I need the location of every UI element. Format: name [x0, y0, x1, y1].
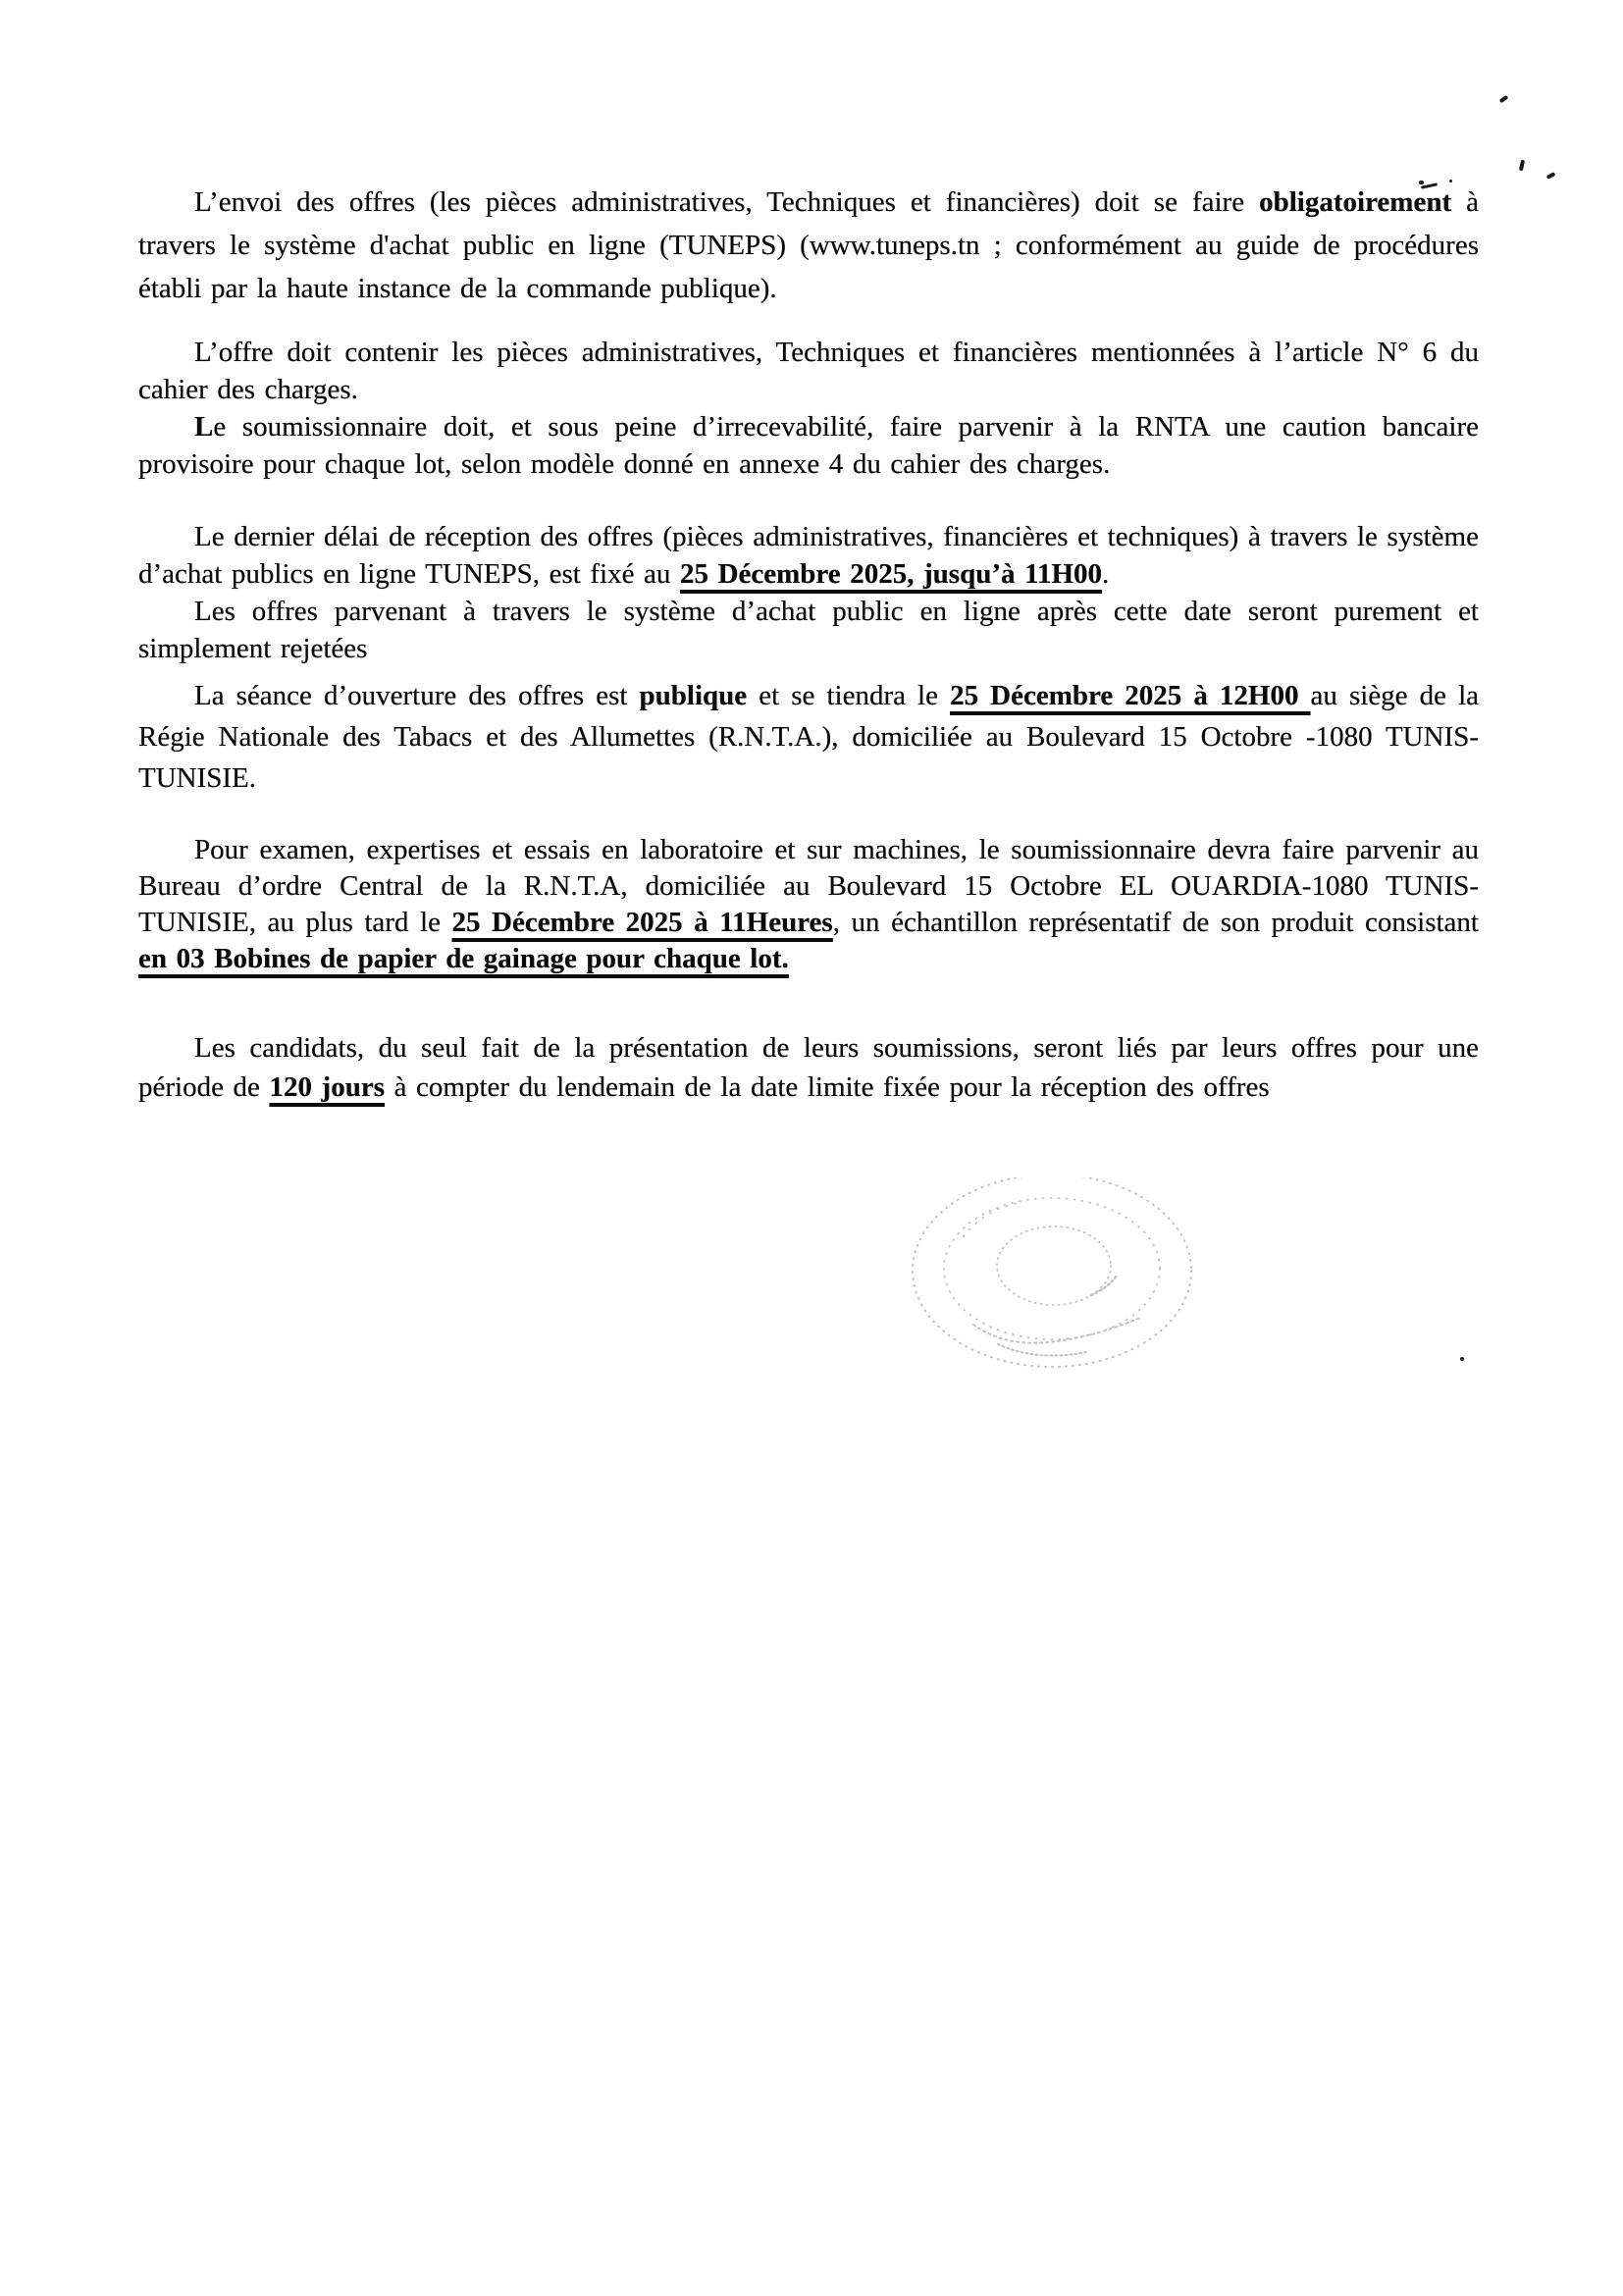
paragraph-contenu-offre — [138, 334, 1479, 408]
sample-deadline-date: 25 Décembre 2025 à 11Heures — [451, 907, 833, 938]
scan-speckle — [1460, 1357, 1464, 1361]
paragraph-offres-rejetees — [138, 593, 1479, 667]
text-run: . — [1102, 558, 1110, 590]
text-run: Pour examen, expertises et essais en laboratoire et sur machines, le soumissionnaire devra faire parvenir au Bureau d’ordre Central de la R.N.T.A, domiciliée au Boulevard 15 Octobre EL OUARDIA-1080 TUNIS-TUNISIE, au plus tard le — [138, 834, 1479, 938]
paragraph-envoi-offres — [138, 181, 1479, 310]
paragraph-seance-ouverture — [138, 675, 1479, 799]
paragraph-echantillon — [138, 832, 1479, 977]
circular-ink-stamp-icon — [905, 1177, 1199, 1403]
scan-speckle — [1499, 95, 1509, 103]
text-run: L’offre doit contenir les pièces administratives, Techniques et financières mentionnées à l’article N° 6 du cahier des charges. — [138, 337, 1479, 405]
opening-date: 25 Décembre 2025 à 12H00 — [950, 680, 1311, 711]
text-run: , un échantillon représentatif de son produit consistant — [832, 907, 1479, 938]
text-run: Le dernier délai de réception des offres (pièces administratives, financières et techniques) à travers le système d’achat publics en ligne TUNEPS, est fixé au — [138, 521, 1479, 590]
validity-period: 120 jours — [269, 1071, 385, 1103]
scan-speckle — [1419, 181, 1424, 184]
document-body — [138, 181, 1479, 1107]
sample-requirement: en 03 Bobines de papier de gainage pour chaque lot. — [138, 943, 789, 974]
text-run: et se tiendra le — [747, 680, 951, 711]
text-run: à compter du lendemain de la date limite fixée pour la réception des offres — [385, 1071, 1270, 1103]
paragraph-caution-bancaire — [138, 408, 1479, 483]
text-run: La séance d’ouverture des offres est — [194, 680, 640, 711]
paragraph-validite-offres — [138, 1028, 1479, 1107]
text-run: Les candidats, du seul fait de la présentation de leurs soumissions, seront liés par leurs offres pour une période de — [138, 1032, 1479, 1103]
scan-speckle — [1449, 180, 1452, 183]
text-run: au siège de la Régie Nationale des Tabacs et des Allumettes (R.N.T.A.), domiciliée au Boulevard 15 Octobre -1080 TUNIS-TUNISIE. — [138, 680, 1479, 794]
text-run-bold: obligatoirement — [1259, 186, 1452, 218]
deadline-date: 25 Décembre 2025, jusqu’à 11H00 — [680, 558, 1103, 590]
scan-speckle — [1519, 160, 1525, 172]
text-run-bold: L — [194, 411, 214, 443]
text-run: e soumissionnaire doit, et sous peine d’irrecevabilité, faire parvenir à la RNTA une caution bancaire provisoire pour chaque lot, selon modèle donné en annexe 4 du cahier des charges. — [138, 411, 1479, 480]
scan-speckle — [1546, 172, 1556, 180]
text-run: à travers le système d'achat public en ligne (TUNEPS) (www.tuneps.tn ; conformément au guide de procédures établi par la haute instance de la commande publique). — [138, 186, 1479, 304]
text-run: Les offres parvenant à travers le système d’achat public en ligne après cette date seront purement et simplement rejetées — [138, 596, 1479, 664]
paragraph-delai-reception — [138, 518, 1479, 593]
text-run-bold: publique — [639, 680, 748, 711]
text-run: L’envoi des offres (les pièces administratives, Techniques et financières) doit se faire — [194, 186, 1260, 218]
